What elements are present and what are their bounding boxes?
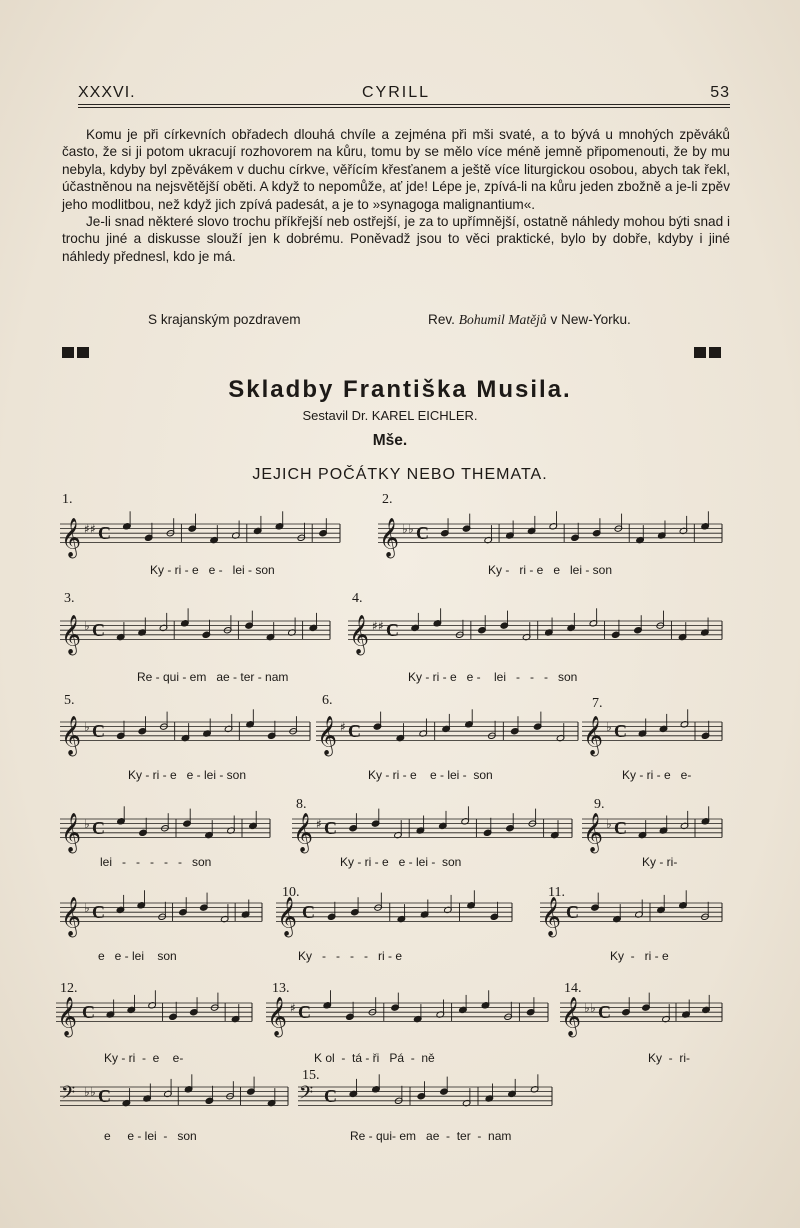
music-theme [292, 797, 572, 869]
treble-clef-icon: 𝄞 [277, 896, 298, 937]
treble-clef-icon: 𝄞 [61, 715, 82, 756]
sharp-icon: ♯ [340, 720, 346, 735]
treble-clef-icon: 𝄞 [583, 812, 604, 853]
theme-lyrics: Ky - ri - e e lei - son [488, 563, 613, 577]
music-theme [60, 806, 270, 869]
paragraph: Je-li snad některé slovo trochu příkřejší neb ostřejší, je za to upřímnější, ostatně náhledy mohou býti snad i trochu jiné a diskusse slouží jen k dobrému. Poněvadž jsou to věci praktické, bylo by dobře, kdyby i jiné náhledy přednesl, kdo je má. [62, 214, 730, 264]
flat-icon: ♭ [84, 619, 90, 634]
time-signature: C [92, 901, 105, 922]
bass-clef-icon: 𝄢 [61, 1082, 76, 1108]
theme-number: 15. [302, 1068, 320, 1083]
flat-icon: ♭ [606, 817, 612, 832]
greeting: S krajanským pozdravem [148, 312, 301, 327]
flat-icon: ♭ [84, 817, 90, 832]
theme-number: 13. [272, 981, 290, 996]
treble-clef-icon: 𝄞 [61, 614, 82, 655]
article-title: Skladby Františka Musila. [228, 376, 572, 403]
bass-clef-icon: 𝄢 [299, 1082, 314, 1108]
author-name: Bohumil Matějů [458, 312, 547, 327]
treble-clef-icon: 𝄞 [541, 896, 562, 937]
theme-number: 9. [594, 797, 605, 812]
theme-number: 1. [62, 492, 73, 507]
flat-icon: ♭ [402, 522, 408, 537]
treble-clef-icon: 𝄞 [379, 517, 400, 558]
theme-lyrics: Re - qui- em ae - ter - nam [350, 1129, 512, 1143]
music-theme [582, 696, 722, 782]
time-signature: C [98, 522, 111, 543]
time-signature: C [598, 1001, 611, 1022]
flat-icon: ♭ [590, 1001, 596, 1016]
subsection-heading: JEJICH POČÁTKY NEBO THEMATA. [252, 466, 548, 483]
flat-icon: ♭ [84, 1085, 90, 1100]
music-theme [60, 890, 262, 963]
theme-number: 12. [60, 981, 78, 996]
treble-clef-icon: 𝄞 [61, 896, 82, 937]
theme-number: 2. [382, 492, 393, 507]
theme-number: 3. [64, 591, 75, 606]
theme-number: 8. [296, 797, 307, 812]
theme-lyrics: Ky - ri - e e - lei - - - son [408, 670, 578, 684]
theme-lyrics: Ky - - - - ri - e [298, 949, 402, 963]
treble-clef-icon: 𝄞 [317, 715, 338, 756]
theme-lyrics: Ky - ri - e e - lei - son [368, 768, 493, 782]
time-signature: C [298, 1001, 311, 1022]
music-theme [60, 1074, 288, 1143]
flat-icon: ♭ [84, 720, 90, 735]
treble-clef-icon: 𝄞 [293, 812, 314, 853]
music-theme [540, 885, 722, 963]
music-theme [582, 797, 722, 869]
music-theme [298, 1068, 552, 1143]
theme-number: 4. [352, 591, 363, 606]
music-theme [60, 591, 330, 684]
sharp-icon: ♯ [372, 619, 378, 634]
author-place: v New-Yorku. [550, 312, 631, 327]
music-theme [60, 693, 310, 782]
time-signature: C [386, 619, 399, 640]
music-theme [276, 885, 512, 963]
treble-clef-icon: 𝄞 [267, 996, 288, 1037]
music-theme [378, 492, 722, 577]
flat-icon: ♭ [408, 522, 414, 537]
time-signature: C [92, 720, 105, 741]
time-signature: C [348, 720, 361, 741]
time-signature: C [324, 1085, 337, 1106]
treble-clef-icon: 𝄞 [561, 996, 582, 1037]
theme-lyrics: K ol - tá - ři Pá - ně [314, 1051, 435, 1065]
theme-number: 5. [64, 693, 75, 708]
time-signature: C [92, 817, 105, 838]
time-signature: C [416, 522, 429, 543]
theme-number: 7. [592, 696, 603, 711]
sharp-icon: ♯ [90, 522, 96, 537]
time-signature: C [98, 1085, 111, 1106]
time-signature: C [614, 720, 627, 741]
section-heading: Mše. [372, 432, 408, 449]
theme-lyrics: Ky - ri - e e - lei - son [128, 768, 247, 782]
sharp-icon: ♯ [378, 619, 384, 634]
flat-icon: ♭ [90, 1085, 96, 1100]
music-theme [316, 693, 578, 782]
sharp-icon: ♯ [316, 817, 322, 832]
theme-lyrics: Ky - ri - e [610, 949, 669, 963]
theme-lyrics: Ky - ri- [648, 1051, 690, 1065]
flat-icon: ♭ [84, 901, 90, 916]
theme-number: 14. [564, 981, 582, 996]
theme-lyrics: Ky - ri - e e - lei - son [340, 855, 462, 869]
music-theme [60, 492, 340, 577]
treble-clef-icon: 𝄞 [61, 812, 82, 853]
music-theme [266, 981, 548, 1065]
journal-title: CYRILL [362, 84, 431, 101]
theme-lyrics: lei - - - - - son [100, 855, 212, 869]
compiler-line: Sestavil Dr. KAREL EICHLER. [302, 408, 478, 423]
theme-number: 10. [282, 885, 300, 900]
theme-lyrics: Ky - ri - e e - lei - son [150, 563, 275, 577]
theme-lyrics: e e - lei - son [104, 1129, 197, 1143]
sharp-icon: ♯ [84, 522, 90, 537]
treble-clef-icon: 𝄞 [349, 614, 370, 655]
flat-icon: ♭ [606, 720, 612, 735]
volume-number: XXXVI. [78, 84, 136, 101]
treble-clef-icon: 𝄞 [61, 517, 82, 558]
time-signature: C [566, 901, 579, 922]
time-signature: C [614, 817, 627, 838]
theme-lyrics: e e - lei son [98, 949, 177, 963]
treble-clef-icon: 𝄞 [583, 715, 604, 756]
sharp-icon: ♯ [290, 1001, 296, 1016]
theme-number: 11. [548, 885, 565, 900]
page-number: 53 [710, 84, 730, 101]
author-prefix: Rev. [428, 312, 455, 327]
treble-clef-icon: 𝄞 [57, 996, 78, 1037]
flat-icon: ♭ [584, 1001, 590, 1016]
music-theme [348, 591, 722, 684]
time-signature: C [92, 619, 105, 640]
theme-number: 6. [322, 693, 333, 708]
music-theme [560, 981, 722, 1065]
theme-lyrics: Re - qui - em ae - ter - nam [137, 670, 289, 684]
time-signature: C [82, 1001, 95, 1022]
time-signature: C [302, 901, 315, 922]
theme-lyrics: Ky - ri - e e- [104, 1051, 184, 1065]
theme-lyrics: Ky - ri - e e- [622, 768, 692, 782]
theme-lyrics: Ky - ri- [642, 855, 678, 869]
paragraph: Komu je při církevních obřadech dlouhá chvíle a zejména při mši svaté, a to bývá u mnohých zpěváků často, že si ji potom ukracují rozhovorem na kůru, tomu by se mělo více méně jemně připomenouti, že by mu nebyla, kdyby byl zpěvákem v duchu církve, věřícím křesťanem a ještě více liturgickou osobou, abych tak řekl, účastněnou na nejsvětější oběti. A když to nepomůže, ať jde! Lépe je, zpívá-li na kůru jeden zbožně a je-li zpěv jeho modlitbou, než když jich zpívá padesát, a je to »synagoga malignantium«. [62, 127, 730, 212]
time-signature: C [324, 817, 337, 838]
music-theme [56, 981, 252, 1065]
